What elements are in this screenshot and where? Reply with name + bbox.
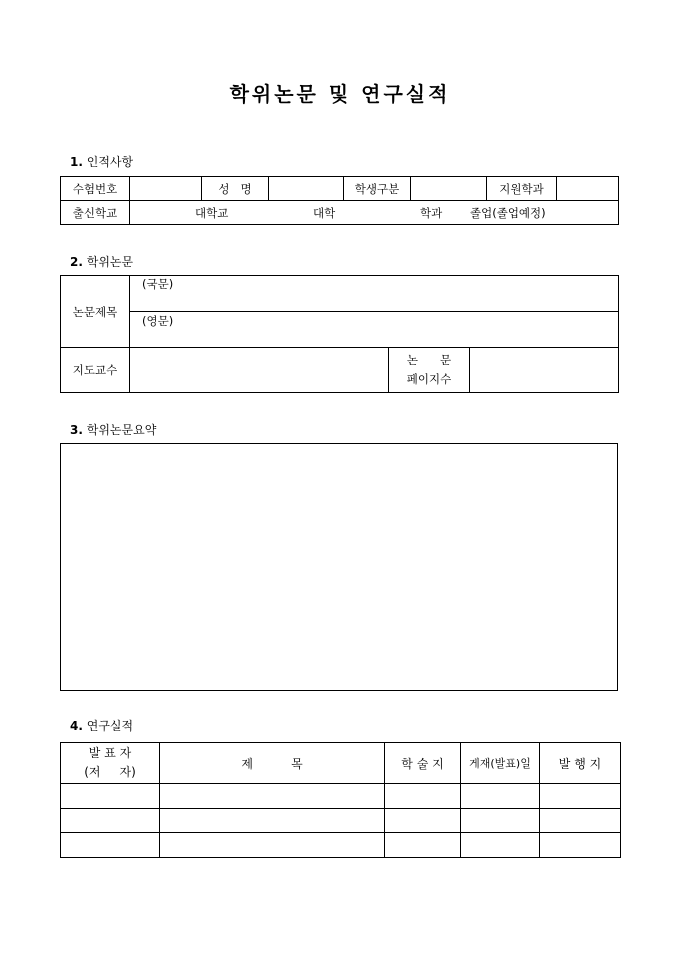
journal-header: 학 술 지 — [385, 743, 461, 784]
author-cell[interactable] — [61, 833, 160, 858]
department-field[interactable] — [557, 177, 619, 201]
thesis-table — [60, 275, 619, 393]
exam-number-field[interactable] — [130, 177, 202, 201]
section-2-heading — [70, 253, 133, 270]
page-count-field[interactable] — [470, 348, 619, 393]
author-header-line2: (저 자) — [84, 765, 136, 779]
date-cell[interactable] — [461, 833, 540, 858]
alma-mater-field[interactable] — [130, 201, 619, 225]
section-3-label: 학위논문요약 — [86, 423, 157, 437]
section-3-heading — [70, 421, 156, 438]
section-1-label: 인적사항 — [86, 155, 134, 169]
university-suffix: 대학교 — [195, 206, 229, 220]
table-row — [61, 784, 621, 809]
student-type-field[interactable] — [411, 177, 487, 201]
college-suffix: 대학 — [313, 206, 336, 220]
section-3-number: 3. — [70, 423, 83, 437]
section-1-heading — [70, 153, 133, 170]
personal-info-table — [60, 176, 619, 225]
section-4-heading — [70, 717, 133, 734]
table-row — [61, 833, 621, 858]
section-1-number: 1. — [70, 155, 83, 169]
department-label: 지원학과 — [487, 177, 557, 201]
title-header: 제 목 — [160, 743, 385, 784]
section-4-label: 연구실적 — [86, 719, 134, 733]
student-type-label: 학생구분 — [344, 177, 411, 201]
section-2-number: 2. — [70, 255, 83, 269]
thesis-title-label: 논문제목 — [61, 276, 130, 348]
page-count-label — [389, 348, 470, 393]
exam-number-label: 수험번호 — [61, 177, 130, 201]
advisor-label: 지도교수 — [61, 348, 130, 393]
publisher-cell[interactable] — [540, 809, 621, 833]
title-cell[interactable] — [160, 833, 385, 858]
author-cell[interactable] — [61, 809, 160, 833]
table-row — [61, 809, 621, 833]
author-header-line1: 발 표 자 — [88, 746, 132, 760]
page-count-label-line2: 페이지수 — [406, 372, 452, 386]
advisor-field[interactable] — [130, 348, 389, 393]
author-cell[interactable] — [61, 784, 160, 809]
publisher-cell[interactable] — [540, 784, 621, 809]
thesis-summary-box[interactable] — [60, 443, 618, 691]
page-count-label-line1: 논 문 — [406, 353, 452, 367]
date-cell[interactable] — [461, 809, 540, 833]
name-label: 성 명 — [202, 177, 269, 201]
section-4-number: 4. — [70, 719, 83, 733]
journal-cell[interactable] — [385, 784, 461, 809]
section-2-label: 학위논문 — [86, 255, 134, 269]
graduation-status: 졸업(졸업예정) — [470, 206, 546, 220]
alma-mater-label: 출신학교 — [61, 201, 130, 225]
journal-cell[interactable] — [385, 809, 461, 833]
title-cell[interactable] — [160, 809, 385, 833]
publication-date-header: 게재(발표)일 — [461, 743, 540, 784]
english-title-tag: (영문) — [142, 314, 174, 328]
date-cell[interactable] — [461, 784, 540, 809]
research-table — [60, 742, 621, 858]
name-field[interactable] — [269, 177, 344, 201]
thesis-title-korean-field[interactable] — [130, 276, 619, 312]
journal-cell[interactable] — [385, 833, 461, 858]
publisher-cell[interactable] — [540, 833, 621, 858]
author-header — [61, 743, 160, 784]
thesis-title-english-field[interactable] — [130, 312, 619, 348]
page-title: 학위논문 및 연구실적 — [229, 82, 451, 106]
title-cell[interactable] — [160, 784, 385, 809]
major-suffix: 학과 — [420, 206, 443, 220]
korean-title-tag: (국문) — [142, 277, 174, 291]
publisher-header: 발 행 지 — [540, 743, 621, 784]
